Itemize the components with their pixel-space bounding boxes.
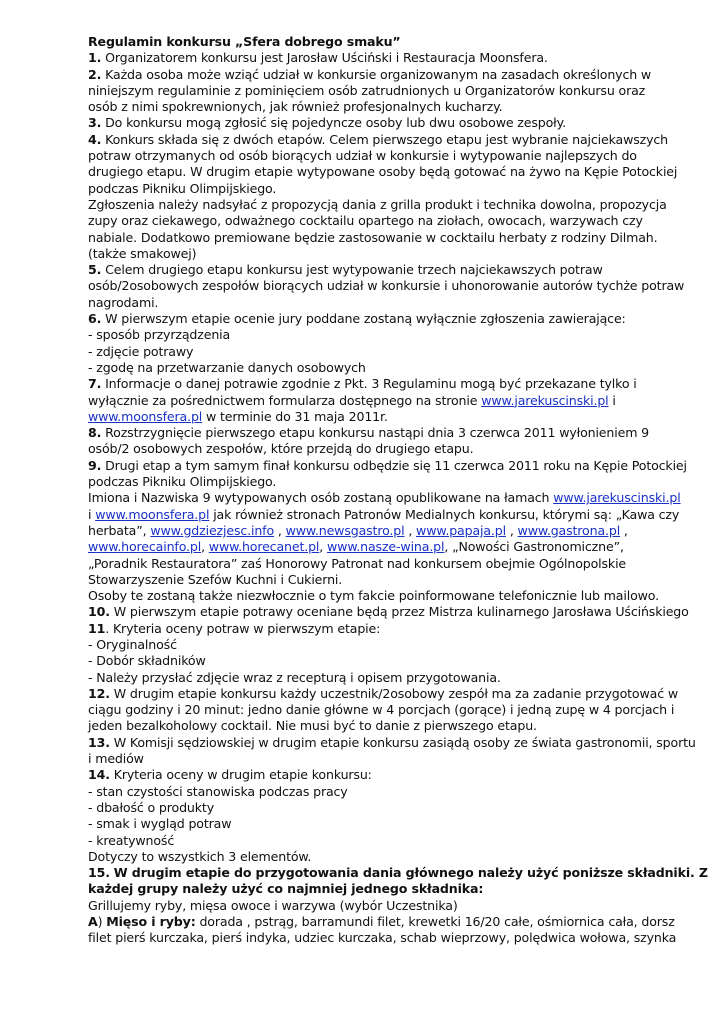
paragraph-text: Organizatorem konkursu jest Jarosław Uściński i Restauracja Moonsfera. bbox=[105, 50, 548, 66]
paragraph-text: filet pierś kurczaka, pierś indyka, udziec kurczaka, schab wieprzowy, polędwica wołowa, szynka bbox=[88, 930, 677, 946]
paragraph-text: podczas Pikniku Olimpijskiego. bbox=[88, 180, 277, 196]
paragraph-2-line bbox=[88, 83, 665, 99]
list-item bbox=[88, 800, 665, 816]
list-item-text: - zdjęcie potrawy bbox=[88, 343, 194, 359]
paragraph-bold-text: każdej grupy należy użyć co najmniej jednego składnika: bbox=[88, 881, 484, 897]
paragraph-number: 7. bbox=[88, 376, 102, 392]
paragraph-text: Każda osoba może wziąć udział w konkursie organizowanym na zasadach określonych w bbox=[105, 66, 652, 82]
paragraph-5-line bbox=[88, 278, 685, 294]
paragraph-4b-line bbox=[88, 246, 665, 262]
paragraph-9-line bbox=[88, 474, 665, 490]
paragraph-text: Dotyczy to wszystkich 3 elementów. bbox=[88, 848, 312, 864]
paragraph-2 bbox=[88, 67, 665, 83]
paragraph-number: 9. bbox=[88, 457, 102, 473]
paragraph-6 bbox=[88, 311, 665, 327]
link-gdziezjesc[interactable]: www.gdziezjesc.info bbox=[150, 522, 275, 538]
paragraph-text: osób/2osobowych zespołów biorących udział w konkursie i uhonorowanie autorów tychże potraw bbox=[88, 278, 685, 294]
separator: , bbox=[505, 522, 518, 538]
paragraph-15-line bbox=[88, 898, 665, 914]
paragraph-text: , „Nowości Gastronomiczne”, bbox=[444, 539, 624, 555]
link-gastrona[interactable]: www.gastrona.pl bbox=[517, 522, 621, 538]
paragraph-4b-line bbox=[88, 213, 665, 229]
list-item bbox=[88, 653, 665, 669]
paragraph-5-line bbox=[88, 295, 665, 311]
separator: , bbox=[201, 539, 209, 555]
paragraph-text: Informacje o danej potrawie zgodnie z Pkt. 3 Regulaminu mogą być przekazane tylko i bbox=[105, 376, 637, 392]
paragraph-8 bbox=[88, 425, 665, 441]
paragraph-13 bbox=[88, 734, 696, 751]
paragraph-number: 12. bbox=[88, 685, 110, 701]
paragraph-4b-line bbox=[88, 230, 665, 246]
list-item bbox=[88, 637, 665, 653]
paragraph-number: 1. bbox=[88, 50, 102, 66]
paragraph-text: W drugim etapie konkursu każdy uczestnik/2osobowy zespół ma za zadanie przygotować w bbox=[113, 685, 678, 701]
link-horecainfo[interactable]: www.horecainfo.pl bbox=[88, 539, 202, 555]
link-jarekuscinski[interactable]: www.jarekuscinski.pl bbox=[553, 490, 681, 506]
list-item bbox=[88, 327, 665, 343]
paragraph-text: i mediów bbox=[88, 751, 144, 767]
paragraph-4-line bbox=[88, 181, 665, 197]
paragraph-5 bbox=[88, 262, 665, 278]
paragraph-8-line bbox=[88, 441, 665, 457]
paragraph-12 bbox=[88, 685, 678, 702]
link-horecanet[interactable]: www.horecanet.pl bbox=[208, 539, 320, 555]
ingredient-group-a-line bbox=[88, 930, 677, 946]
paragraph-4-line bbox=[88, 164, 678, 180]
list-item-text: - dbałość o produkty bbox=[88, 799, 214, 815]
paragraph-text: wyłącznie za pośrednictwem formularza dostępnego na stronie bbox=[88, 392, 482, 408]
paragraph-text: osób z nimi spokrewnionych, jak również profesjonalnych kucharzy. bbox=[88, 99, 503, 115]
paragraph-text: Do konkursu mogą zgłosić się pojedyncze osoby lub dwu osobowe zespoły. bbox=[105, 115, 566, 131]
paragraph-14-line bbox=[88, 849, 665, 865]
paragraph-9b-line bbox=[88, 539, 665, 555]
paragraph-4-line bbox=[88, 148, 665, 164]
paragraph-13-line bbox=[88, 751, 665, 767]
paragraph-7-line bbox=[88, 393, 665, 409]
paragraph-text: Osoby te zostaną także niezwłocznie o tym fakcie poinformowane telefonicznie lub mailowo. bbox=[88, 588, 659, 604]
paragraph-number: 3. bbox=[88, 115, 102, 131]
list-item bbox=[88, 833, 665, 849]
link-nasze-wina[interactable]: www.nasze-wina.pl bbox=[327, 539, 445, 555]
paragraph-text: w terminie do 31 maja 2011r. bbox=[202, 408, 388, 424]
paragraph-7-line bbox=[88, 409, 665, 425]
paragraph-text: dorada , pstrąg, barramundi filet, krewetki 16/20 całe, ośmiornica cała, dorsz bbox=[195, 914, 675, 930]
paragraph-text: W pierwszym etapie ocenie jury poddane zostaną wyłącznie zgłoszenia zawierające: bbox=[105, 311, 626, 327]
paragraph-text: Stowarzyszenie Szefów Kuchni i Cukierni. bbox=[88, 571, 343, 587]
link-moonsfera[interactable]: www.moonsfera.pl bbox=[88, 408, 203, 424]
paragraph-4 bbox=[88, 131, 669, 148]
paragraph-text: niniejszym regulaminie z pominięciem osób zatrudnionych u Organizatorów konkursu oraz bbox=[88, 82, 646, 98]
group-heading: Mięso i ryby: bbox=[106, 914, 196, 930]
paragraph-text: Drugi etap a tym samym finał konkursu odbędzie się 11 czerwca 2011 roku na Kępie Potockiej bbox=[105, 457, 687, 473]
list-item-text: - Oryginalność bbox=[88, 636, 177, 652]
paragraph-number: 14. bbox=[88, 767, 110, 783]
paragraph-text: podczas Pikniku Olimpijskiego. bbox=[88, 474, 277, 490]
paragraph-text: W Komisji sędziowskiej w drugim etapie konkursu zasiądą osoby ze świata gastronomii, sportu bbox=[113, 734, 696, 750]
link-jarekuscinski[interactable]: www.jarekuscinski.pl bbox=[481, 392, 609, 408]
paragraph-9b-line bbox=[88, 523, 665, 539]
title-text: Regulamin konkursu „Sfera dobrego smaku” bbox=[88, 34, 401, 49]
list-item bbox=[88, 344, 665, 360]
paragraph-text: Rozstrzygnięcie pierwszego etapu konkursu nastąpi dnia 3 czerwca 2011 wyłonieniem 9 bbox=[105, 425, 650, 441]
link-papaja[interactable]: www.papaja.pl bbox=[416, 522, 506, 538]
paragraph-text: herbata”, bbox=[88, 522, 151, 538]
list-item-text: - sposób przyrządzenia bbox=[88, 327, 231, 343]
paragraph-2-line bbox=[88, 99, 665, 115]
link-moonsfera[interactable]: www.moonsfera.pl bbox=[95, 506, 210, 522]
paragraph-bold-text: W drugim etapie do przygotowania dania głównego należy użyć poniższe składniki. Z bbox=[113, 865, 708, 881]
paragraph-15 bbox=[88, 865, 708, 881]
paragraph-number: 13. bbox=[88, 734, 110, 750]
list-item-text: - smak i wygląd potraw bbox=[88, 816, 232, 832]
paragraph-number: 5. bbox=[88, 262, 102, 278]
group-label: A bbox=[88, 914, 98, 930]
paragraph-text: zupy oraz ciekawego, odważnego cocktailu opartego na ziołach, owocach, warzywach czy bbox=[88, 213, 643, 229]
list-item bbox=[88, 670, 665, 686]
paragraph-4b bbox=[88, 197, 665, 213]
paragraph-number: 8. bbox=[88, 425, 102, 441]
group-label-paren: ) bbox=[97, 914, 107, 930]
paragraph-9b-line bbox=[88, 572, 665, 588]
paragraph-12-line bbox=[88, 702, 675, 718]
paragraph-14 bbox=[88, 767, 665, 783]
paragraph-text: . Kryteria oceny potraw w pierwszym etapie: bbox=[105, 620, 381, 636]
paragraph-text: Imiona i Nazwiska 9 wytypowanych osób zostaną opublikowane na łamach bbox=[88, 490, 554, 506]
paragraph-9b-line bbox=[88, 588, 665, 604]
paragraph-text: Celem drugiego etapu konkursu jest wytypowanie trzech najciekawszych potraw bbox=[105, 262, 603, 278]
paragraph-15-line bbox=[88, 881, 665, 897]
paragraph-text: jak również stronach Patronów Medialnych konkursu, którymi są: „Kawa czy bbox=[209, 506, 680, 522]
paragraph-9b-line bbox=[88, 506, 680, 523]
paragraph-text: jeden bezalkoholowy cocktail. Nie musi być to danie z pierwszego etapu. bbox=[88, 718, 537, 734]
paragraph-number: 15. bbox=[88, 865, 110, 881]
paragraph-9b bbox=[88, 490, 681, 506]
paragraph-number: 4. bbox=[88, 131, 102, 147]
document-title bbox=[88, 34, 665, 50]
list-item-text: - zgodę na przetwarzanie danych osobowych bbox=[88, 359, 366, 375]
paragraph-text: potraw otrzymanych od osób biorących udział w konkursie i wytypowanie najlepszych do bbox=[88, 148, 637, 164]
list-item bbox=[88, 784, 665, 800]
separator: , bbox=[319, 539, 328, 555]
paragraph-9b-line bbox=[88, 556, 665, 572]
paragraph-text: „Poradnik Restauratora” zaś Honorowy Patronat nad konkursem obejmie Ogólnopolskie bbox=[88, 555, 627, 571]
paragraph-12-line bbox=[88, 718, 665, 734]
paragraph-1 bbox=[88, 50, 665, 66]
paragraph-text: nabiale. Dodatkowo premiowane będzie zastosowanie w cocktailu herbaty z rodziny Dilmah. bbox=[88, 229, 658, 245]
list-item bbox=[88, 816, 665, 832]
paragraph-10 bbox=[88, 604, 689, 620]
link-newsgastro[interactable]: www.newsgastro.pl bbox=[285, 522, 405, 538]
paragraph-text: (także smakowej) bbox=[88, 245, 197, 261]
paragraph-text: Grillujemy ryby, mięsa owoce i warzywa (wybór Uczestnika) bbox=[88, 897, 458, 913]
paragraph-number: 10. bbox=[88, 604, 110, 620]
paragraph-text: i bbox=[88, 506, 96, 522]
paragraph-text: Zgłoszenia należy nadsyłać z propozycją dania z grilla produkt i technika dowolna, propozycja bbox=[88, 196, 667, 212]
separator: , bbox=[404, 522, 417, 538]
paragraph-7 bbox=[88, 376, 665, 392]
paragraph-text: W pierwszym etapie potrawy oceniane będą przez Mistrza kulinarnego Jarosława Uścińskiego bbox=[113, 604, 689, 620]
paragraph-text: drugiego etapu. W drugim etapie wytypowane osoby będą gotować na żywo na Kępie Potockiej bbox=[88, 164, 678, 180]
separator: , bbox=[274, 522, 286, 538]
paragraph-number: 2. bbox=[88, 66, 102, 82]
paragraph-text: ciągu godziny i 20 minut: jedno danie główne w 4 porcjach (gorące) i jedną zupę w 4 porcjach i bbox=[88, 702, 675, 718]
separator: , bbox=[620, 522, 628, 538]
list-item-text: - Należy przysłać zdjęcie wraz z recepturą i opisem przygotowania. bbox=[88, 669, 501, 685]
list-item bbox=[88, 360, 665, 376]
paragraph-text: Konkurs składa się z dwóch etapów. Celem pierwszego etapu jest wybranie najciekawszych bbox=[105, 131, 669, 147]
list-item-text: - kreatywność bbox=[88, 832, 175, 848]
paragraph-text: i bbox=[608, 392, 616, 408]
paragraph-number: 11 bbox=[88, 620, 106, 636]
list-item-text: - Dobór składników bbox=[88, 653, 206, 669]
paragraph-number: 6. bbox=[88, 311, 102, 327]
paragraph-9 bbox=[88, 457, 687, 474]
paragraph-text: nagrodami. bbox=[88, 294, 159, 310]
list-item-text: - stan czystości stanowiska podczas pracy bbox=[88, 783, 348, 799]
paragraph-text: osób/2 osobowych zespołów, które przejdą do drugiego etapu. bbox=[88, 441, 474, 457]
paragraph-11 bbox=[88, 621, 665, 637]
ingredient-group-a bbox=[88, 914, 675, 930]
paragraph-3 bbox=[88, 115, 665, 131]
paragraph-text: Kryteria oceny w drugim etapie konkursu: bbox=[113, 767, 372, 783]
